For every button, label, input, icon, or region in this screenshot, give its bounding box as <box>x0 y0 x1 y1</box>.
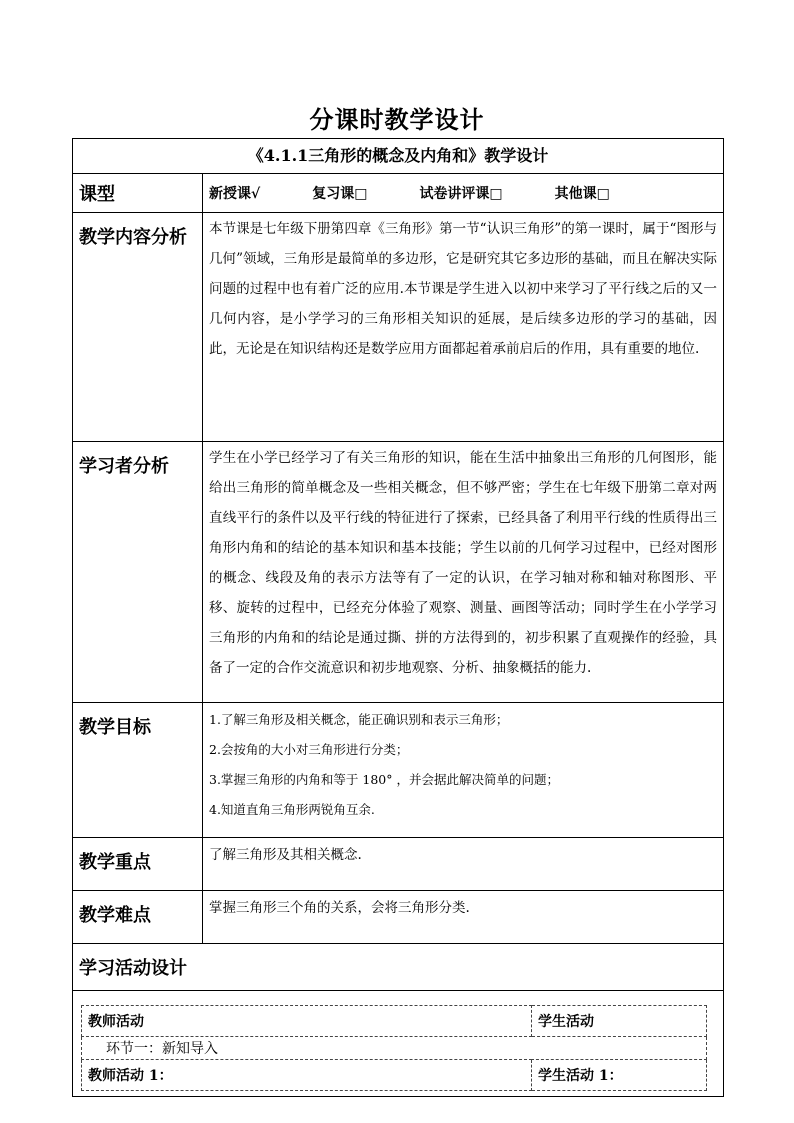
key-points-text: 了解三角形及其相关概念. <box>209 847 362 863</box>
activity-detail-cell <box>73 991 724 1097</box>
difficulties-row <box>73 891 724 944</box>
goal-item-3: 3.掌握三角形的内角和等于 180° ，并会据此解决简单的问题； <box>209 772 559 787</box>
learner-analysis-row <box>73 442 724 703</box>
lesson-type-other: 其他课□ <box>554 186 610 202</box>
content-analysis-text: 本节课是七年级下册第四章《三角形》第一节“认识三角形”的第一课时，属于“图形与几何”领域，三角形是最简单的多边形，它是研究其它多边形的基础，而且在解决实际问题的过程中也有着广泛的应用.本节课是学生进入以初中来学习了平行线之后的又一几何内容，是小学学习的三角形相关知识的延展，是后续多边形的学习的基础，因此，无论是在知识结构还是数学应用方面都起着承前启后的作用，具有重要的地位. <box>203 213 724 442</box>
goal-item-1: 1.了解三角形及相关概念，能正确识别和表示三角形； <box>209 712 509 727</box>
teacher-activity-header: 教师活动 <box>82 1006 532 1037</box>
lesson-type-review: 复习课□ <box>312 186 368 202</box>
teaching-goals-label: 教学目标 <box>73 703 203 838</box>
activity-detail-row <box>73 991 724 1097</box>
student-activity-header: 学生活动 <box>531 1006 706 1037</box>
lesson-type-row <box>73 174 724 213</box>
activity-table <box>81 1005 707 1091</box>
student-activity-1: 学生活动 1： <box>531 1060 706 1091</box>
page-title: 分课时教学设计 <box>309 105 485 134</box>
teaching-goals-row <box>73 703 724 838</box>
goal-item-4: 4.知道直角三角形两锐角互余. <box>209 802 375 817</box>
lesson-type-label: 课型 <box>73 174 203 213</box>
teacher-activity-1: 教师活动 1： <box>82 1060 532 1091</box>
content-analysis-label: 教学内容分析 <box>73 213 203 442</box>
key-points-label: 教学重点 <box>73 838 203 891</box>
lesson-type-new: 新授课√ <box>209 186 261 202</box>
key-points-content <box>203 838 724 891</box>
key-points-row <box>73 838 724 891</box>
learner-analysis-text: 学生在小学已经学习了有关三角形的知识，能在生活中抽象出三角形的几何图形，能给出三角形的简单概念及一些相关概念，但不够严密；学生在七年级下册第二章对两直线平行的条件以及平行线的特征进行了探索，已经具备了利用平行线的性质得出三角形内角和的结论的基本知识和基本技能；学生以前的几何学习过程中，已经对图形的概念、线段及角的表示方法等有了一定的认识，在学习轴对称和轴对称图形、平移、旋转的过程中，已经充分体验了观察、测量、画图等活动；同时学生在小学学习三角形的内角和的结论是通过撕、拼的方法得到的，初步积累了直观操作的经验，具备了一定的合作交流意识和初步地观察、分析、抽象概括的能力. <box>203 442 724 703</box>
content-analysis-row <box>73 213 724 442</box>
section-1-title: 环节一：新知导入 <box>82 1037 707 1060</box>
lesson-type-options <box>203 174 724 213</box>
difficulties-label: 教学难点 <box>73 891 203 944</box>
difficulties-content <box>203 891 724 944</box>
goal-item-2: 2.会按角的大小对三角形进行分类； <box>209 742 409 757</box>
learner-analysis-label: 学习者分析 <box>73 442 203 703</box>
table-caption: 《4.1.1三角形的概念及内角和》教学设计 <box>73 139 724 174</box>
activity-design-row <box>73 944 724 991</box>
difficulties-text: 掌握三角形三个角的关系，会将三角形分类. <box>209 900 470 916</box>
lesson-type-exam-review: 试卷讲评课□ <box>419 186 503 202</box>
activity-design-label: 学习活动设计 <box>73 944 724 991</box>
teaching-goals-content <box>203 703 724 838</box>
lesson-design-table <box>72 138 724 1097</box>
